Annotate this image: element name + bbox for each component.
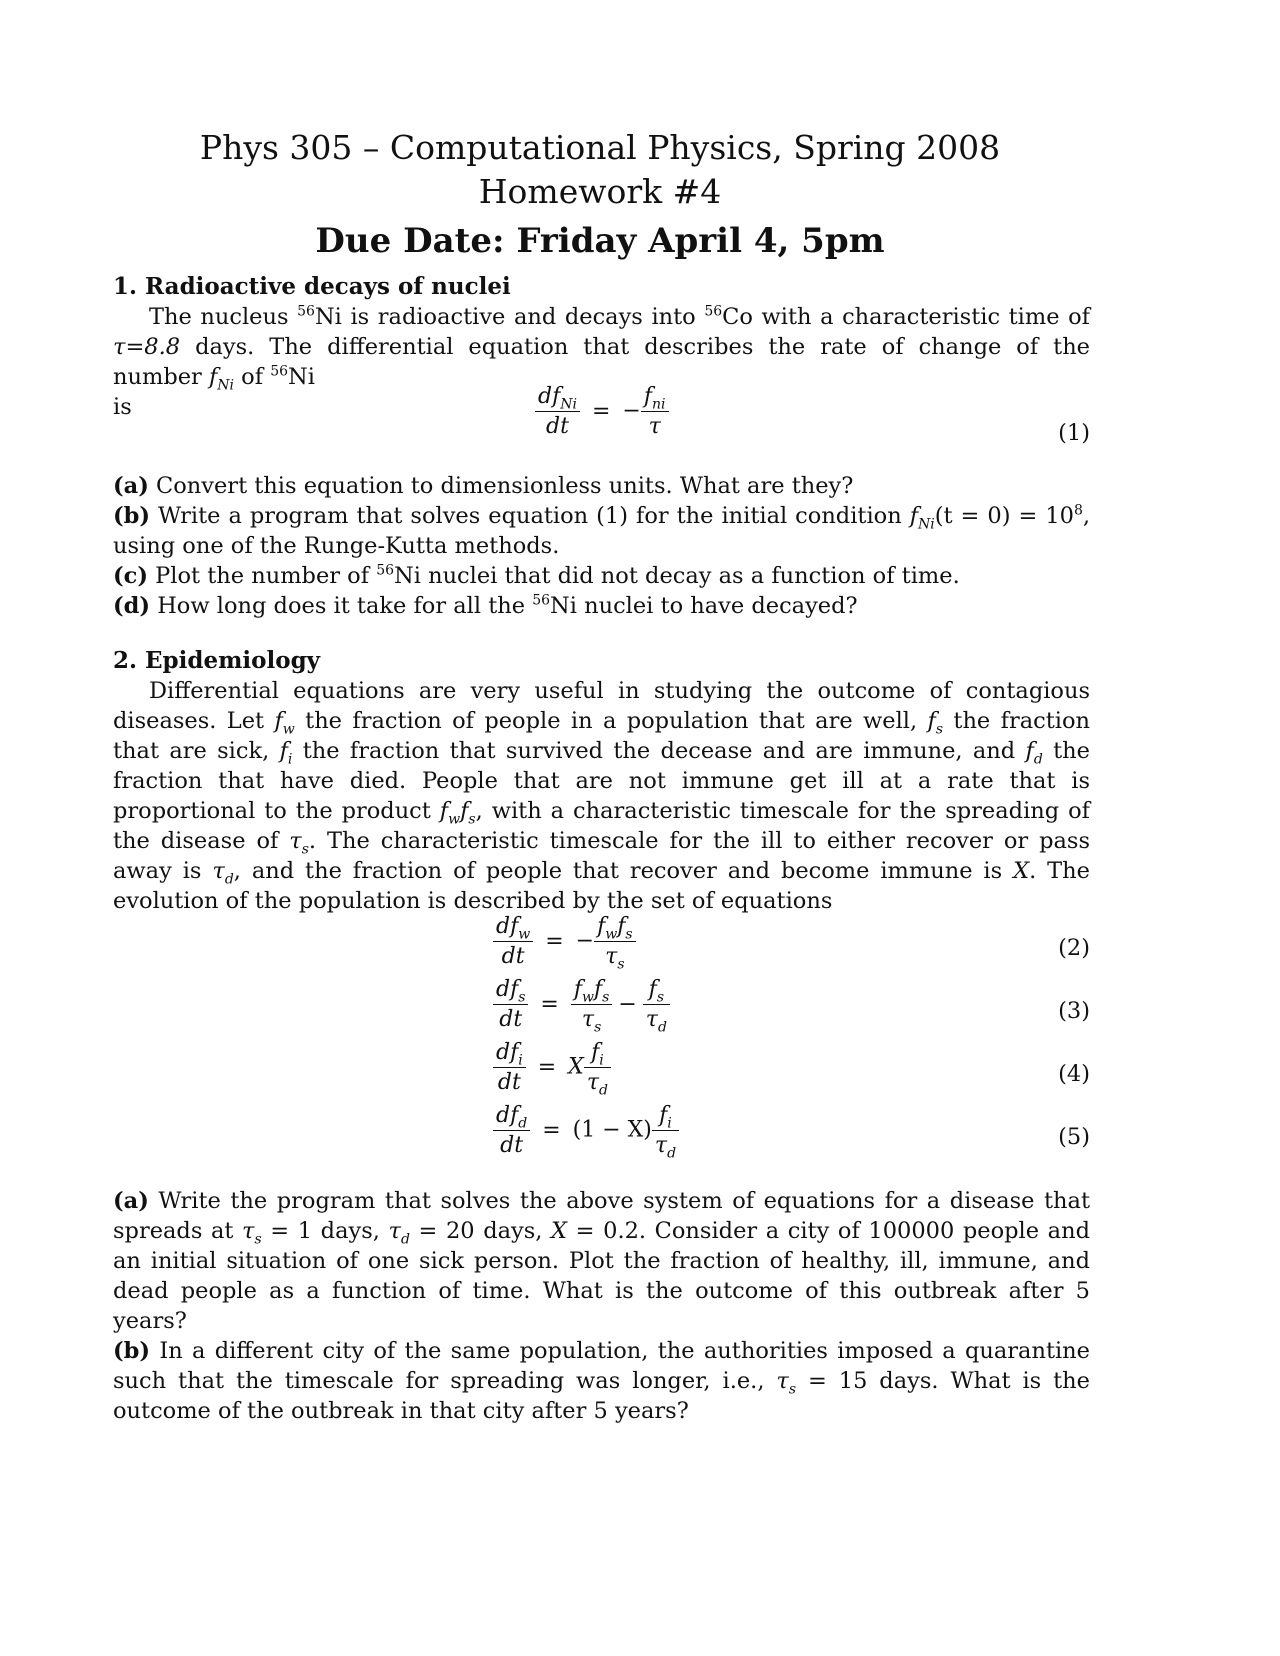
due-date: Due Date: Friday April 4, 5pm [315, 221, 885, 261]
course-title: Phys 305 – Computational Physics, Spring 2008 [199, 128, 1001, 167]
problem-1-part-c: (c) Plot the number of $^{56}$Ni nuclei that did not decay as a function of time. [113, 562, 960, 589]
problem-2-part-b: (b) In a different city of the same population, the authorities imposed a quarantine such that the timescale for spreading was longer, i.e., $\tau_s = 15$ days. What is the outcome of the outbreak in that city after 5 years? [113, 1338, 1090, 1424]
problem-1-part-b: (b) Write a program that solves equation (1) for the initial condition $f_{Ni}(t = 0) = 10^8$, using one of the Runge-Kutta methods. [113, 502, 1091, 559]
equation-4-number: (4) [1058, 1061, 1090, 1087]
problem-1-part-a: (a) Convert this equation to dimensionless units. What are they? [113, 473, 854, 499]
equation-5: $\frac{df_d}{dt}$ = (1 − X) $\frac{f_i}{\tau_d}$ [493, 1103, 679, 1158]
problem-2-part-a: (a) Write the program that solves the above system of equations for a disease that spreads at $\tau_s = 1$ days, $\tau_d = 20$ days, X = 0.2. Consider a city of 100000 people and an initial situation of one sick person. Plot the fraction of healthy, ill, immune, and dead people as a function of time. What is the outcome of this outbreak after 5 years? [113, 1188, 1090, 1334]
equation-5-number: (5) [1058, 1124, 1090, 1150]
equation-2-number: (2) [1058, 935, 1090, 961]
title-block [0, 126, 1200, 266]
equation-3: $\frac{df_s}{dt}$ = $\frac{f_wf_s}{\tau_s}$ − $\frac{f_s}{\tau_d}$ [493, 977, 670, 1032]
equation-3-number: (3) [1058, 998, 1090, 1024]
problem-2-intro: Differential equations are very useful in studying the outcome of contagious diseases. Let $f_w$ the fraction of people in a population that are well, $f_s$ the fraction that are sick, $f_i$ the fraction that survived the decease and are immune, and $f_d$ the fraction that have died. People that are not immune get ill at a rate that is proportional to the product $f_wf_s$, with a characteristic timescale for the spreading of the disease of $\tau_s$. The characteristic timescale for the ill to either recover or pass away is $\tau_d$, and the fraction of people that recover and become immune is X. The evolution of the population is described by the set of equations [113, 678, 1090, 914]
problem-1-part-d: (d) How long does it take for all the $^{56}$Ni nuclei to have decayed? [113, 592, 858, 619]
problem-1-parts [113, 471, 1090, 621]
problem-2-parts [113, 1186, 1090, 1426]
problem-2-heading: 2. Epidemiology [113, 647, 321, 674]
homework-title: Homework #4 [478, 172, 722, 211]
problem-1-intro: The nucleus $^{56}$Ni is radioactive and decays into $^{56}$Co with a characteristic time of τ=8.8 days. The differential equation that describes the rate of change of the number $f_{Ni}$ of $^{56}$Ni is [113, 303, 1090, 420]
problem-1-heading: 1. Radioactive decays of nuclei [113, 273, 511, 300]
problem-2 [113, 646, 1090, 916]
equation-4: $\frac{df_i}{dt}$ = X $\frac{f_i}{\tau_d}$ [493, 1040, 611, 1095]
equation-2: $\frac{df_w}{dt}$ = − $\frac{f_wf_s}{\tau_s}$ [493, 914, 636, 969]
equation-1: $\frac{df_{Ni}}{dt}$ = − $\frac{f_{ni}}{\tau}$ [535, 384, 669, 439]
equation-1-number: (1) [1058, 420, 1090, 446]
